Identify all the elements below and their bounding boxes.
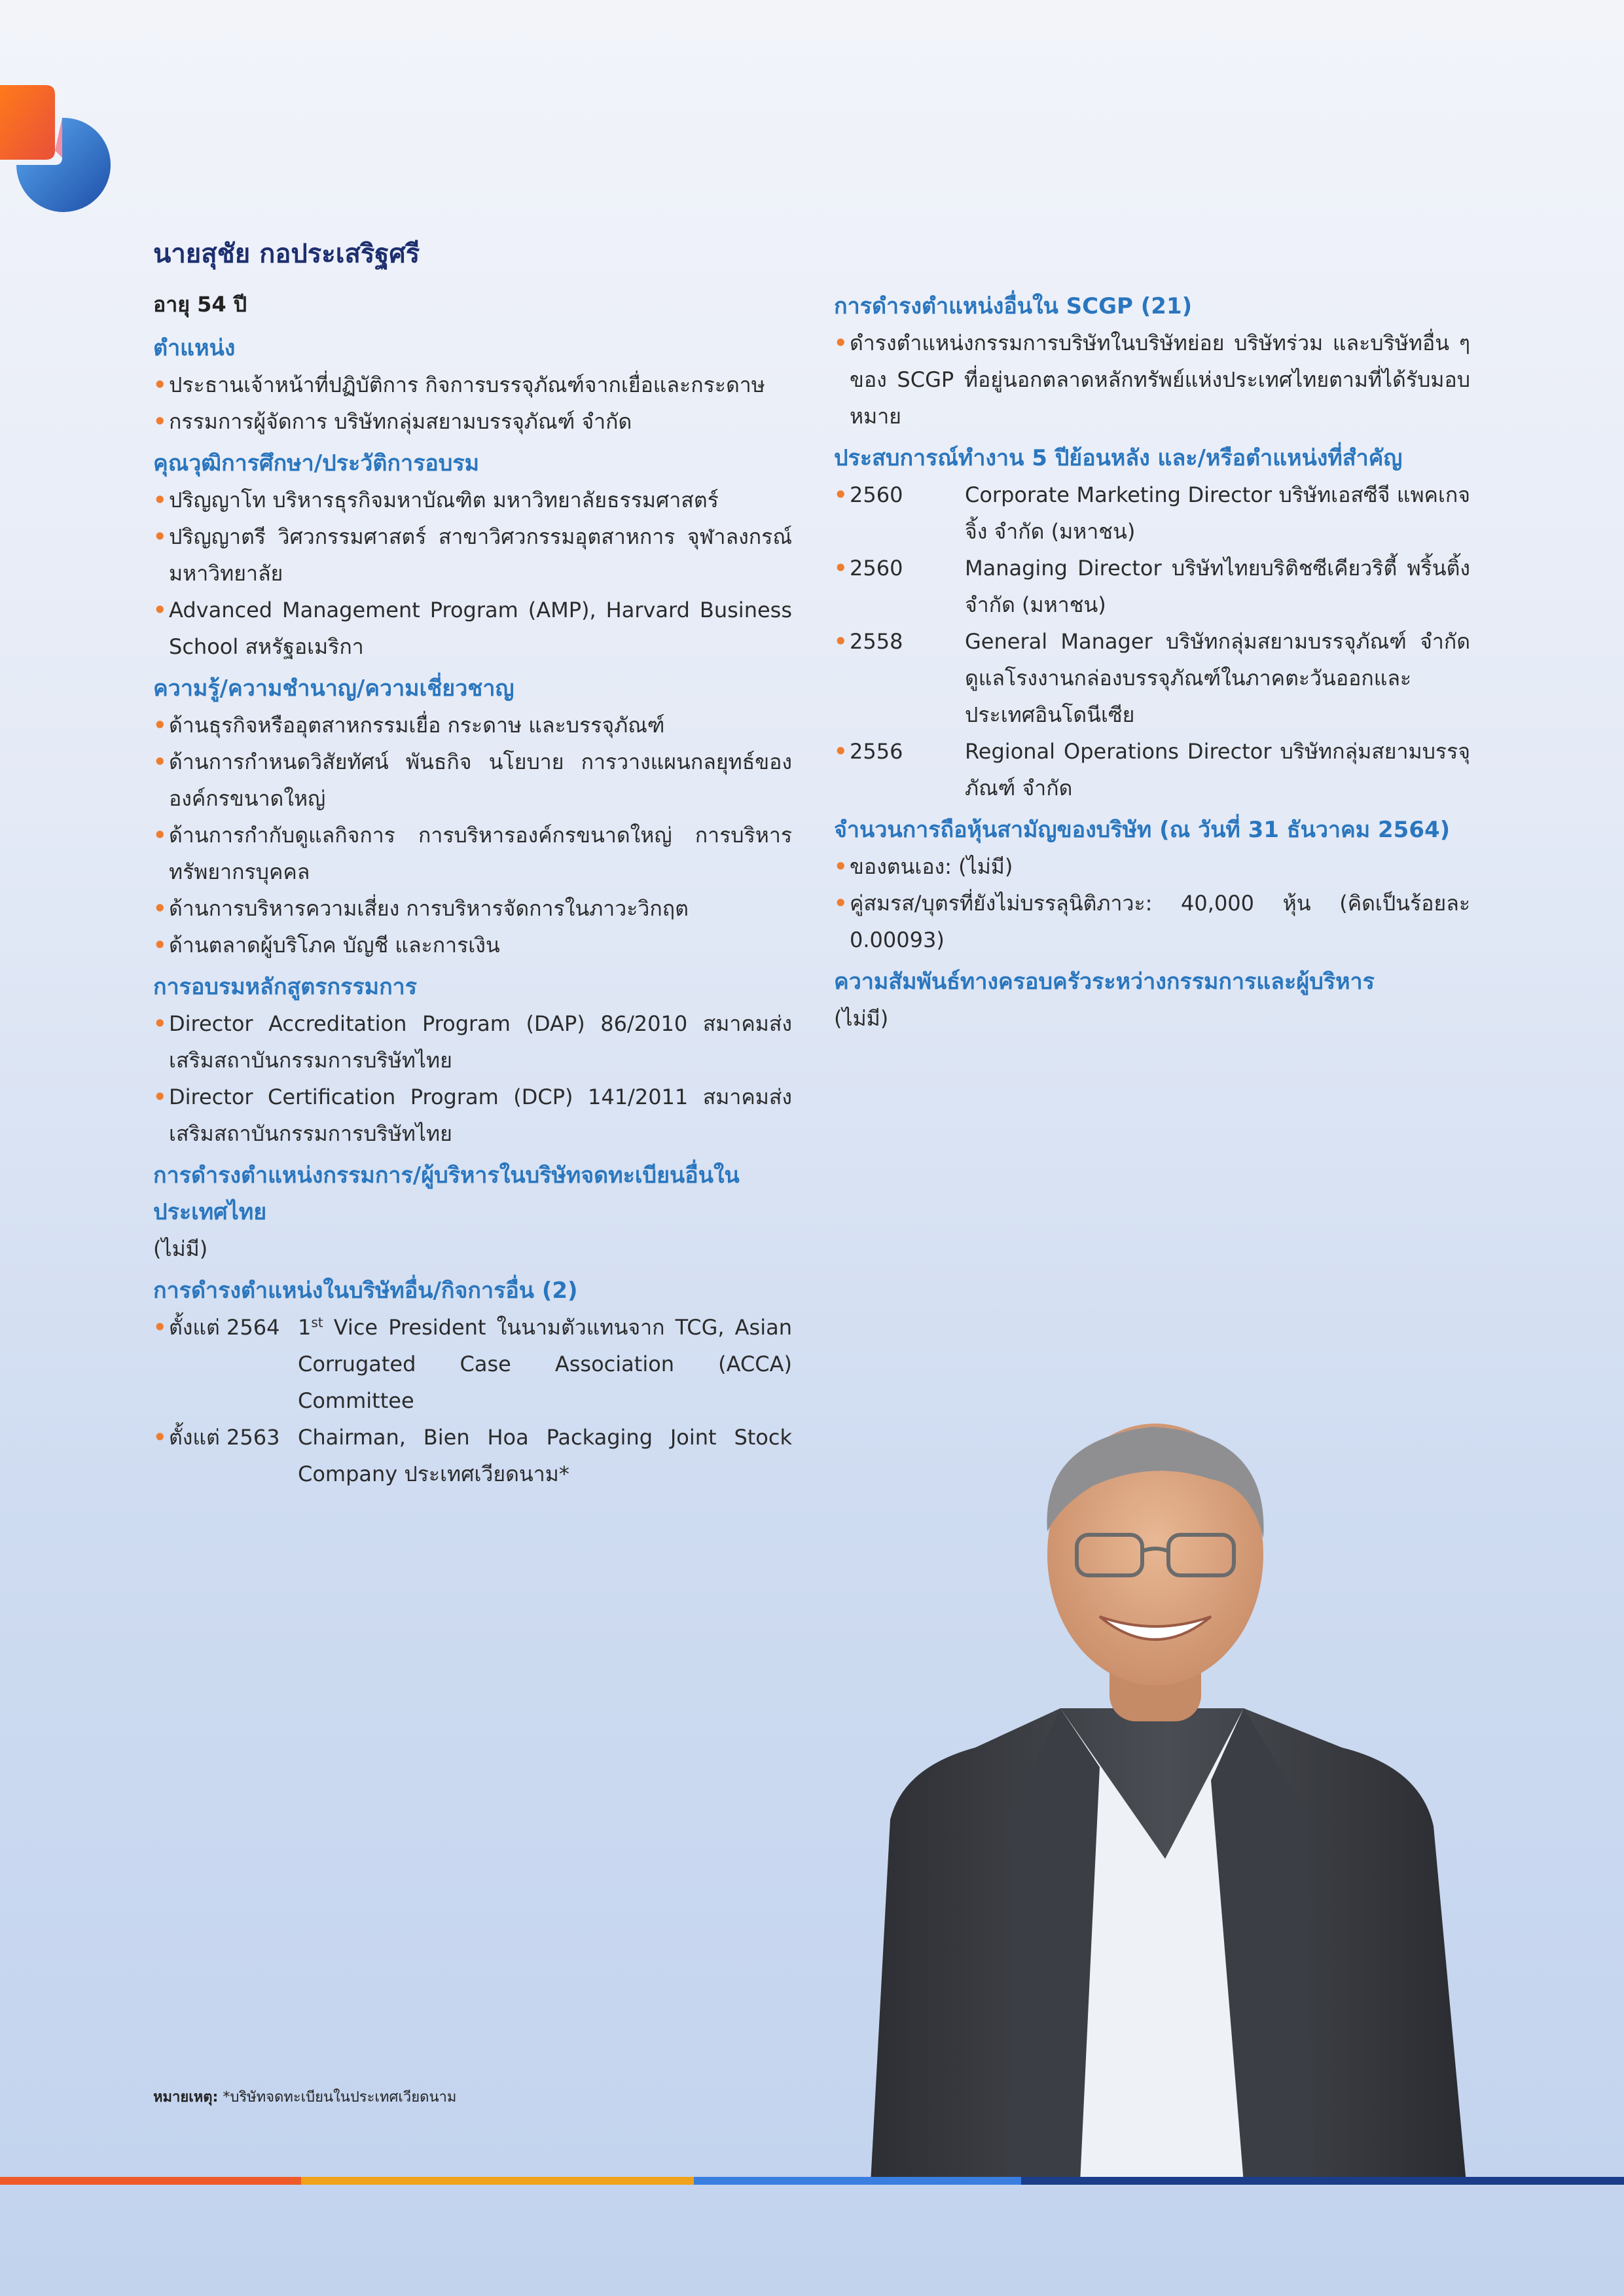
scgp-positions-list bbox=[834, 325, 1470, 435]
list-item bbox=[153, 1309, 792, 1419]
footnote bbox=[153, 2085, 456, 2108]
bar-segment bbox=[0, 2177, 301, 2185]
ordinal-suffix: st bbox=[311, 1314, 323, 1331]
list-item: • ด้านการกำหนดวิสัยทัศน์ พันธกิจ นโยบาย การวางแผนกลยุทธ์ขององค์กรขนาดใหญ่ bbox=[153, 744, 792, 817]
position-list bbox=[153, 367, 792, 440]
shareholding-heading: จำนวนการถือหุ้นสามัญของบริษัท (ณ วันที่ 31 ธันวาคม 2564) bbox=[834, 817, 1451, 843]
list-item: • ด้านการกำกับดูแลกิจการ การบริหารองค์กรขนาดใหญ่ การบริหารทรัพยากรบุคคล bbox=[153, 817, 792, 890]
expertise-list bbox=[153, 707, 792, 963]
experience-text: Regional Operations Director บริษัทกลุ่มสยามบรรจุภัณฑ์ จำกัด bbox=[965, 739, 1470, 800]
education-list bbox=[153, 482, 792, 665]
year-label: • ตั้งแต่ 2563 bbox=[169, 1425, 280, 1450]
year-label: • ตั้งแต่ 2564 bbox=[169, 1315, 280, 1340]
executive-portrait bbox=[844, 1401, 1486, 2183]
list-item: • ปริญญาโท บริหารธุรกิจมหาบัณฑิต มหาวิทยาลัยธรรมศาสตร์ bbox=[153, 482, 792, 518]
right-column bbox=[834, 288, 1470, 1037]
experience-text: Managing Director บริษัทไทยบริติชซีเคียวริตี้ พริ้นติ้ง จำกัด (มหาชน) bbox=[965, 556, 1470, 617]
left-column bbox=[153, 236, 792, 1492]
year-label: • 2560 bbox=[850, 556, 903, 581]
list-item bbox=[834, 733, 1470, 806]
listed-positions-heading: การดำรงตำแหน่งกรรมการ/ผู้บริหารในบริษัทจดทะเบียนอื่นในประเทศไทย bbox=[153, 1162, 740, 1225]
family-relationship-text: (ไม่มี) bbox=[834, 1006, 889, 1031]
shareholding-list bbox=[834, 848, 1470, 958]
bar-segment bbox=[694, 2177, 1021, 2185]
list-item bbox=[834, 476, 1470, 550]
list-item: • คู่สมรส/บุตรที่ยังไม่บรรลุนิติภาวะ: 40,000 หุ้น (คิดเป็นร้อยละ 0.00093) bbox=[834, 885, 1470, 958]
year-label: • 2556 bbox=[850, 739, 903, 764]
ordinal: 1 bbox=[298, 1315, 312, 1340]
position-text: Chairman, Bien Hoa Packaging Joint Stock Company ประเทศเวียดนาม* bbox=[298, 1425, 792, 1486]
list-item: • Director Accreditation Program (DAP) 86/2010 สมาคมส่งเสริมสถาบันกรรมการบริษัทไทย bbox=[153, 1005, 792, 1079]
experience-text: General Manager บริษัทกลุ่มสยามบรรจุภัณฑ์ จำกัด ดูแลโรงงานกล่องบรรจุภัณฑ์ในภาคตะวันออกและประเทศอินโดนีเซีย bbox=[965, 629, 1470, 727]
list-item: • Director Certification Program (DCP) 141/2011 สมาคมส่งเสริมสถาบันกรรมการบริษัทไทย bbox=[153, 1079, 792, 1152]
year-label: • 2560 bbox=[850, 482, 903, 507]
position-description: Vice President ในนามตัวแทนจาก TCG, Asian Corrugated Case Association (ACCA) Committee bbox=[298, 1315, 792, 1413]
position-text bbox=[298, 1309, 792, 1419]
list-item: • ด้านธุรกิจหรืออุตสาหกรรมเยื่อ กระดาษ และบรรจุภัณฑ์ bbox=[153, 707, 792, 744]
person-name: นายสุชัย กอประเสริฐศรี bbox=[153, 239, 420, 269]
person-age: อายุ 54 ปี bbox=[153, 292, 247, 317]
list-item bbox=[834, 550, 1470, 623]
list-item bbox=[153, 1419, 792, 1492]
experience-list bbox=[834, 476, 1470, 806]
bar-segment bbox=[1021, 2177, 1624, 2185]
bar-segment bbox=[301, 2177, 694, 2185]
year-label: • 2558 bbox=[850, 629, 903, 654]
list-item: • ด้านการบริหารความเสี่ยง การบริหารจัดการในภาวะวิกฤต bbox=[153, 890, 792, 927]
education-heading: คุณวุฒิการศึกษา/ประวัติการอบรม bbox=[153, 450, 480, 476]
director-training-list bbox=[153, 1005, 792, 1152]
list-item: • ประธานเจ้าหน้าที่ปฏิบัติการ กิจการบรรจุภัณฑ์จากเยื่อและกระดาษ bbox=[153, 367, 792, 403]
listed-positions-text: (ไม่มี) bbox=[153, 1236, 208, 1261]
family-relationship-heading: ความสัมพันธ์ทางครอบครัวระหว่างกรรมการและผู้บริหาร bbox=[834, 969, 1375, 995]
position-heading: ตำแหน่ง bbox=[153, 335, 236, 361]
other-positions-heading: การดำรงตำแหน่งในบริษัทอื่น/กิจการอื่น (2) bbox=[153, 1278, 578, 1304]
list-item: • ของตนเอง: (ไม่มี) bbox=[834, 848, 1470, 885]
scgp-logo-icon bbox=[0, 79, 118, 223]
list-item: • ด้านตลาดผู้บริโภค บัญชี และการเงิน bbox=[153, 927, 792, 963]
director-training-heading: การอบรมหลักสูตรกรรมการ bbox=[153, 974, 418, 1000]
list-item: • ปริญญาตรี วิศวกรรมศาสตร์ สาขาวิศวกรรมอุตสาหการ จุฬาลงกรณ์มหาวิทยาลัย bbox=[153, 518, 792, 592]
bottom-color-bar bbox=[0, 2177, 1624, 2185]
list-item: • ดำรงตำแหน่งกรรมการบริษัทในบริษัทย่อย บริษัทร่วม และบริษัทอื่น ๆ ของ SCGP ที่อยู่นอกตลาดหลักทรัพย์แห่งประเทศไทยตามที่ได้รับมอบหมาย bbox=[834, 325, 1470, 435]
footnote-text: *บริษัทจดทะเบียนในประเทศเวียดนาม bbox=[218, 2089, 457, 2106]
experience-heading: ประสบการณ์ทำงาน 5 ปีย้อนหลัง และ/หรือตำแหน่งที่สำคัญ bbox=[834, 445, 1403, 471]
list-item bbox=[834, 623, 1470, 733]
experience-text: Corporate Marketing Director บริษัทเอสซีจี แพคเกจจิ้ง จำกัด (มหาชน) bbox=[965, 482, 1470, 544]
scgp-positions-heading: การดำรงตำแหน่งอื่นใน SCGP (21) bbox=[834, 293, 1193, 319]
list-item: • Advanced Management Program (AMP), Harvard Business School สหรัฐอเมริกา bbox=[153, 592, 792, 665]
expertise-heading: ความรู้/ความชำนาญ/ความเชี่ยวชาญ bbox=[153, 675, 514, 702]
other-positions-list bbox=[153, 1309, 792, 1492]
footnote-label: หมายเหตุ: bbox=[153, 2089, 219, 2106]
list-item: • กรรมการผู้จัดการ บริษัทกลุ่มสยามบรรจุภัณฑ์ จำกัด bbox=[153, 403, 792, 440]
